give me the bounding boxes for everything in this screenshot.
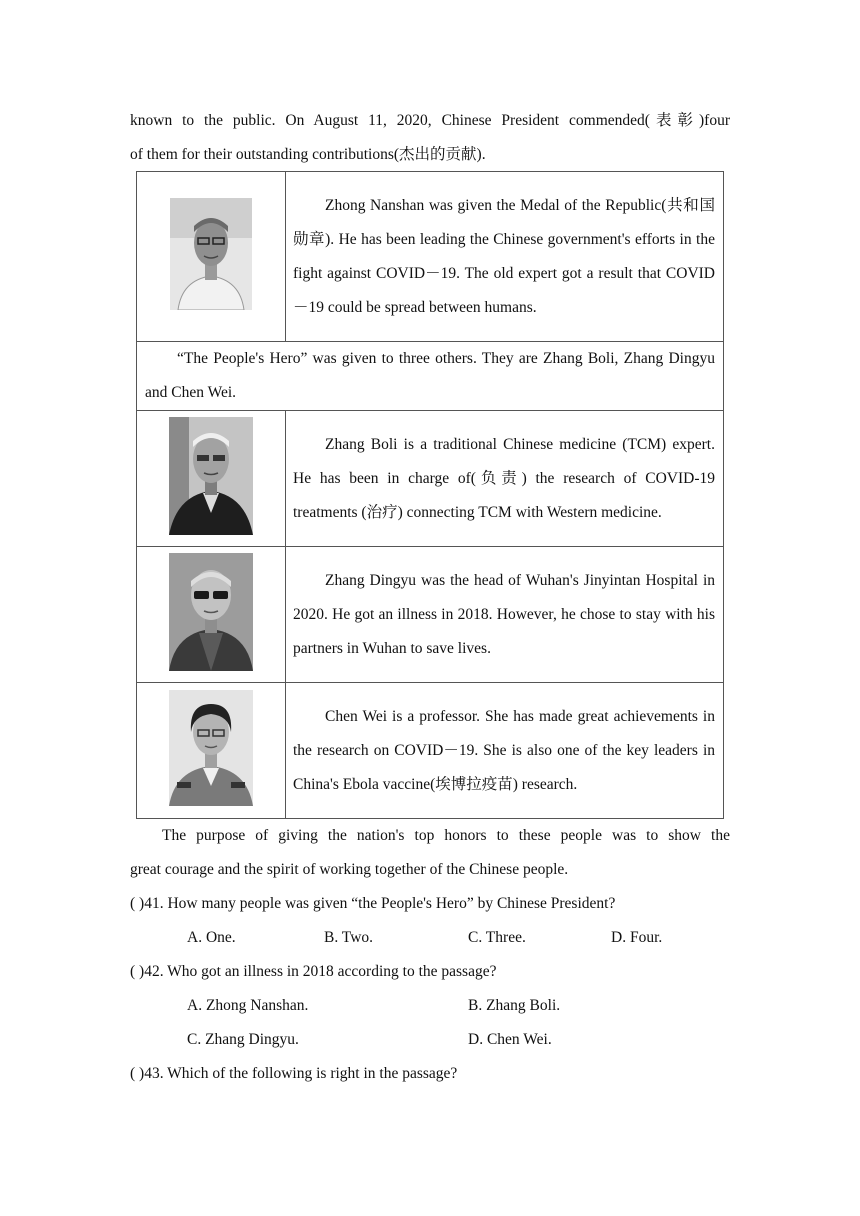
photo-cell xyxy=(137,683,286,819)
text-cell xyxy=(286,683,724,819)
zhang-dingyu-text: Zhang Dingyu was the head of Wuhan's Jinyintan Hospital in 2020. He got an illness in 2018. However, he chose to stay with his partners in Wuhan to save lives. xyxy=(293,571,715,657)
table-row xyxy=(137,172,724,342)
option-d[interactable]: D. Chen Wei. xyxy=(468,1031,552,1048)
zhang-boli-text: Zhang Boli is a traditional Chinese medicine (TCM) expert. He has been in charge of(负责) the research of COVID-19 treatments (治疗) connecting TCM with Western medicine. xyxy=(293,435,715,521)
zhong-nanshan-text: Zhong Nanshan was given the Medal of the Republic(共和国勋章). He has been leading the Chinese government's efforts in the fight against COVID－19. The old expert got a result that COVID－19 could be spread between humans. xyxy=(293,196,715,316)
chen-wei-text: Chen Wei is a professor. She has made great achievements in the research on COVID－19. She is also one of the key leaders in China's Ebola vaccine(埃博拉疫苗) research. xyxy=(293,707,715,793)
intro-line-1: known to the public. On August 11, 2020, Chinese President commended(表彰)four xyxy=(130,112,730,129)
photo-cell xyxy=(137,547,286,683)
full-width-cell xyxy=(137,342,724,411)
table-row xyxy=(137,411,724,547)
table-row xyxy=(137,683,724,819)
portrait-zhang-boli-icon xyxy=(169,417,253,535)
text-cell xyxy=(286,172,724,342)
peoples-hero-text: “The People's Hero” was given to three others. They are Zhang Boli, Zhang Dingyu and Chen Wei. xyxy=(145,350,715,401)
table-row xyxy=(137,342,724,411)
question-43-stem: ( )43. Which of the following is right in the passage? xyxy=(130,1065,458,1082)
option-a[interactable]: A. Zhong Nanshan. xyxy=(187,997,309,1014)
option-c[interactable]: C. Three. xyxy=(468,929,526,946)
conclusion-line-1: The purpose of giving the nation's top honors to these people was to show the xyxy=(162,827,730,844)
option-d[interactable]: D. Four. xyxy=(611,929,663,946)
portrait-chen-wei-icon xyxy=(169,690,253,806)
table-row xyxy=(137,547,724,683)
text-cell xyxy=(286,547,724,683)
text-cell xyxy=(286,411,724,547)
portrait-zhong-nanshan-icon xyxy=(170,198,252,310)
question-41-options xyxy=(187,921,707,955)
question-41-stem: ( )41. How many people was given “the People's Hero” by Chinese President? xyxy=(130,895,616,912)
intro-line-2: of them for their outstanding contributions(杰出的贡献). xyxy=(130,146,486,163)
option-b[interactable]: B. Two. xyxy=(324,929,374,946)
portrait-zhang-dingyu-icon xyxy=(169,553,253,671)
question-42-options-row-2 xyxy=(187,1023,707,1057)
conclusion-line-2: great courage and the spirit of working together of the Chinese people. xyxy=(130,861,569,878)
option-c[interactable]: C. Zhang Dingyu. xyxy=(187,1031,299,1048)
question-42-options-row-1 xyxy=(187,989,707,1023)
option-b[interactable]: B. Zhang Boli. xyxy=(468,997,561,1014)
heroes-table xyxy=(136,171,724,819)
option-a[interactable]: A. One. xyxy=(187,929,236,946)
question-42-stem: ( )42. Who got an illness in 2018 according to the passage? xyxy=(130,963,497,980)
photo-cell xyxy=(137,411,286,547)
photo-cell xyxy=(137,172,286,342)
